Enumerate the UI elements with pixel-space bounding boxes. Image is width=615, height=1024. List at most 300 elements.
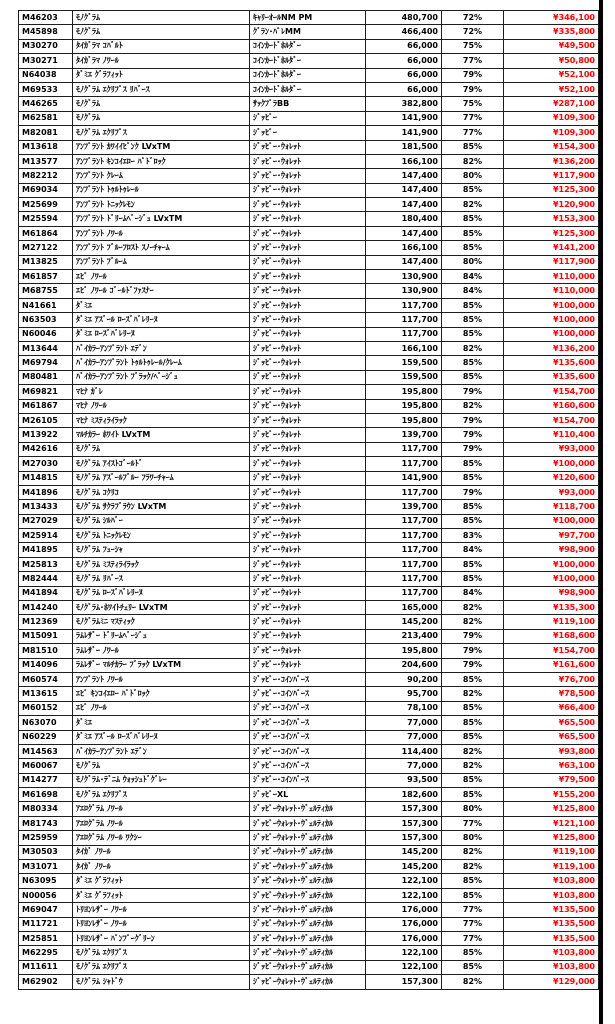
- retail-price-cell: 122,100: [366, 874, 442, 888]
- retail-price-cell: 95,700: [366, 687, 442, 701]
- product-code-cell: M68755: [19, 284, 73, 298]
- table-row: [19, 226, 599, 240]
- rate-cell: 85%: [442, 514, 504, 528]
- table-row: [19, 413, 599, 427]
- item-type-cell: ｼﾞｯﾋﾟｰXL: [250, 788, 366, 802]
- retail-price-cell: 130,900: [366, 284, 442, 298]
- buy-price-cell: ¥52,100: [504, 82, 599, 96]
- rate-cell: 84%: [442, 543, 504, 557]
- buy-price-cell: ¥335,800: [504, 25, 599, 39]
- rate-cell: 75%: [442, 39, 504, 53]
- model-name-cell: ﾏﾋﾅ ﾉﾜｰﾙ: [73, 399, 250, 413]
- table-row: [19, 284, 599, 298]
- product-code-cell: M69034: [19, 183, 73, 197]
- table-row: [19, 773, 599, 787]
- rate-cell: 82%: [442, 975, 504, 989]
- buy-price-cell: ¥135,300: [504, 601, 599, 615]
- product-code-cell: N00056: [19, 888, 73, 902]
- retail-price-cell: 176,000: [366, 917, 442, 931]
- model-name-cell: ｴﾋﾟ ｷﾝｺｲｴﾛｰ ﾊﾟﾄﾞﾛｯｸ: [73, 687, 250, 701]
- item-type-cell: ｷｬﾘｰｵｰﾙNM PM: [250, 11, 366, 25]
- model-name-cell: ﾀｲｶﾞﾗﾏ ﾉﾜｰﾙ: [73, 54, 250, 68]
- model-name-cell: ﾓﾉｸﾞﾗﾑ･ﾃﾞﾆﾑ ｳｫｯｼｭﾄﾞｸﾞﾚｰ: [73, 773, 250, 787]
- model-name-cell: ｱﾝﾌﾟﾗﾝﾄ ﾌﾞﾙｰﾌﾛｽﾄ ｽﾉｰﾁｬｰﾑ: [73, 241, 250, 255]
- retail-price-cell: 480,700: [366, 11, 442, 25]
- buy-price-cell: ¥93,000: [504, 485, 599, 499]
- table-row: [19, 471, 599, 485]
- rate-cell: 85%: [442, 773, 504, 787]
- retail-price-cell: 122,100: [366, 888, 442, 902]
- table-row: [19, 701, 599, 715]
- table-row: [19, 241, 599, 255]
- item-type-cell: ｼﾞｯﾋﾟｰ･ｳｫﾚｯﾄ: [250, 442, 366, 456]
- retail-price-cell: 166,100: [366, 241, 442, 255]
- rate-cell: 79%: [442, 82, 504, 96]
- model-name-cell: ｴﾋﾟ ﾉﾜｰﾙ: [73, 270, 250, 284]
- product-code-cell: M81743: [19, 816, 73, 830]
- item-type-cell: ｼﾞｯﾋﾟｰ･ｳｫﾚｯﾄ: [250, 183, 366, 197]
- item-type-cell: ｼﾞｯﾋﾟｰｳｫﾚｯﾄ･ｳﾞｪﾙﾃｨｶﾙ: [250, 874, 366, 888]
- item-type-cell: ｼﾞｯﾋﾟｰ･ｳｫﾚｯﾄ: [250, 198, 366, 212]
- retail-price-cell: 117,700: [366, 514, 442, 528]
- product-code-cell: M12369: [19, 615, 73, 629]
- buy-price-cell: ¥129,000: [504, 975, 599, 989]
- item-type-cell: ｺｲﾝｶｰﾄﾞﾎﾙﾀﾞｰ: [250, 82, 366, 96]
- rate-cell: 85%: [442, 716, 504, 730]
- rate-cell: 82%: [442, 860, 504, 874]
- buy-price-cell: ¥135,600: [504, 370, 599, 384]
- retail-price-cell: 145,200: [366, 860, 442, 874]
- rate-cell: 85%: [442, 500, 504, 514]
- table-row: [19, 356, 599, 370]
- model-name-cell: ﾄﾘﾖﾝﾚｻﾞｰ ﾉﾜｰﾙ: [73, 903, 250, 917]
- table-row: [19, 68, 599, 82]
- buy-price-cell: ¥154,700: [504, 413, 599, 427]
- buy-price-cell: ¥161,600: [504, 658, 599, 672]
- rate-cell: 79%: [442, 385, 504, 399]
- table-row: [19, 759, 599, 773]
- buy-price-cell: ¥52,100: [504, 68, 599, 82]
- buy-price-cell: ¥79,500: [504, 773, 599, 787]
- buy-price-cell: ¥110,000: [504, 270, 599, 284]
- retail-price-cell: 176,000: [366, 932, 442, 946]
- rate-cell: 85%: [442, 874, 504, 888]
- table-row: [19, 529, 599, 543]
- retail-price-cell: 117,700: [366, 543, 442, 557]
- table-row: [19, 601, 599, 615]
- rate-cell: 79%: [442, 442, 504, 456]
- model-name-cell: ｱﾝﾌﾟﾗﾝﾄ ｷﾝｺｲｴﾛｰ ﾊﾟﾄﾞﾛｯｸ: [73, 154, 250, 168]
- model-name-cell: ﾀﾞﾐｴ ｸﾞﾗﾌｨｯﾄ: [73, 874, 250, 888]
- buy-price-cell: ¥65,500: [504, 716, 599, 730]
- rate-cell: 82%: [442, 198, 504, 212]
- retail-price-cell: 139,700: [366, 428, 442, 442]
- retail-price-cell: 141,900: [366, 471, 442, 485]
- product-code-cell: M13644: [19, 341, 73, 355]
- buy-price-cell: ¥100,000: [504, 327, 599, 341]
- buy-price-cell: ¥119,100: [504, 845, 599, 859]
- price-table: [18, 10, 599, 990]
- table-row: [19, 140, 599, 154]
- rate-cell: 80%: [442, 255, 504, 269]
- table-row: [19, 730, 599, 744]
- product-code-cell: M13922: [19, 428, 73, 442]
- model-name-cell: ﾓﾉｸﾞﾗﾑﾐﾆ ﾏｽﾃｨｯｸ: [73, 615, 250, 629]
- rate-cell: 82%: [442, 687, 504, 701]
- retail-price-cell: 117,700: [366, 298, 442, 312]
- buy-price-cell: ¥141,200: [504, 241, 599, 255]
- table-row: [19, 111, 599, 125]
- product-code-cell: M61864: [19, 226, 73, 240]
- model-name-cell: ﾓﾉｸﾞﾗﾑ ｱｲｽﾄｺﾞｰﾙﾄﾞ: [73, 457, 250, 471]
- buy-price-cell: ¥117,900: [504, 255, 599, 269]
- retail-price-cell: 176,000: [366, 903, 442, 917]
- table-row: [19, 932, 599, 946]
- table-row: [19, 788, 599, 802]
- retail-price-cell: 466,400: [366, 25, 442, 39]
- table-row: [19, 917, 599, 931]
- item-type-cell: ｺｲﾝｶｰﾄﾞﾎﾙﾀﾞｰ: [250, 54, 366, 68]
- table-row: [19, 946, 599, 960]
- table-row: [19, 687, 599, 701]
- product-code-cell: M11721: [19, 917, 73, 931]
- model-name-cell: ﾊﾞｲｶﾗｰｱﾝﾌﾟﾗﾝﾄ ｴﾃﾞﾝ: [73, 341, 250, 355]
- buy-price-cell: ¥66,400: [504, 701, 599, 715]
- item-type-cell: ｼﾞｯﾋﾟｰｳｫﾚｯﾄ･ｳﾞｪﾙﾃｨｶﾙ: [250, 975, 366, 989]
- product-code-cell: M25959: [19, 831, 73, 845]
- retail-price-cell: 117,700: [366, 327, 442, 341]
- table-row: [19, 845, 599, 859]
- rate-cell: 79%: [442, 644, 504, 658]
- rate-cell: 79%: [442, 428, 504, 442]
- item-type-cell: ｼﾞｯﾋﾟｰ･ｳｫﾚｯﾄ: [250, 226, 366, 240]
- item-type-cell: ｼﾞｯﾋﾟｰ･ｳｫﾚｯﾄ: [250, 644, 366, 658]
- product-code-cell: M15091: [19, 629, 73, 643]
- rate-cell: 85%: [442, 960, 504, 974]
- model-name-cell: ｴﾋﾟ ﾉﾜｰﾙ ｺﾞｰﾙﾄﾞﾌｧｽﾅｰ: [73, 284, 250, 298]
- rate-cell: 82%: [442, 615, 504, 629]
- product-code-cell: N41661: [19, 298, 73, 312]
- rate-cell: 82%: [442, 154, 504, 168]
- model-name-cell: ﾏﾋﾅ ﾐｽﾃｨﾗｲﾗｯｸ: [73, 413, 250, 427]
- buy-price-cell: ¥125,800: [504, 831, 599, 845]
- buy-price-cell: ¥65,500: [504, 730, 599, 744]
- retail-price-cell: 166,100: [366, 154, 442, 168]
- table-row: [19, 975, 599, 989]
- buy-price-cell: ¥49,500: [504, 39, 599, 53]
- item-type-cell: ｼﾞｯﾋﾟｰ･ｳｫﾚｯﾄ: [250, 370, 366, 384]
- item-type-cell: ｼﾞｯﾋﾟｰ･ｳｫﾚｯﾄ: [250, 615, 366, 629]
- retail-price-cell: 122,100: [366, 960, 442, 974]
- rate-cell: 82%: [442, 744, 504, 758]
- buy-price-cell: ¥346,100: [504, 11, 599, 25]
- item-type-cell: ｼﾞｯﾋﾟｰ･ｳｫﾚｯﾄ: [250, 356, 366, 370]
- buy-price-cell: ¥119,100: [504, 860, 599, 874]
- product-code-cell: M25813: [19, 557, 73, 571]
- model-name-cell: ｱﾝﾌﾟﾗﾝﾄ ﾉﾜｰﾙ: [73, 226, 250, 240]
- retail-price-cell: 147,400: [366, 183, 442, 197]
- retail-price-cell: 117,700: [366, 586, 442, 600]
- model-name-cell: ﾓﾉｸﾞﾗﾑ ｴｸﾘﾌﾟｽ ﾘﾊﾞｰｽ: [73, 82, 250, 96]
- item-type-cell: ｼﾞｯﾋﾟｰ･ｳｫﾚｯﾄ: [250, 601, 366, 615]
- retail-price-cell: 130,900: [366, 270, 442, 284]
- buy-price-cell: ¥110,400: [504, 428, 599, 442]
- rate-cell: 80%: [442, 169, 504, 183]
- rate-cell: 84%: [442, 586, 504, 600]
- retail-price-cell: 195,800: [366, 399, 442, 413]
- retail-price-cell: 157,300: [366, 975, 442, 989]
- table-row: [19, 658, 599, 672]
- item-type-cell: ｼﾞｯﾋﾟｰ･ｺｲﾝﾊﾟｰｽ: [250, 759, 366, 773]
- rate-cell: 85%: [442, 946, 504, 960]
- model-name-cell: ﾓﾉｸﾞﾗﾑ ｺｸﾘｺ: [73, 485, 250, 499]
- buy-price-cell: ¥100,000: [504, 457, 599, 471]
- item-type-cell: ｼﾞｯﾋﾟｰ･ｳｫﾚｯﾄ: [250, 658, 366, 672]
- table-row: [19, 716, 599, 730]
- table-row: [19, 802, 599, 816]
- table-row: [19, 183, 599, 197]
- item-type-cell: ｼﾞｯﾋﾟｰ･ｳｫﾚｯﾄ: [250, 154, 366, 168]
- item-type-cell: ｼﾞｯﾋﾟｰ･ｳｫﾚｯﾄ: [250, 399, 366, 413]
- product-code-cell: M14096: [19, 658, 73, 672]
- product-code-cell: N63503: [19, 313, 73, 327]
- model-name-cell: ﾓﾉｸﾞﾗﾑ ﾄﾆｯｸﾚﾓﾝ: [73, 529, 250, 543]
- product-code-cell: M60067: [19, 759, 73, 773]
- buy-price-cell: ¥135,500: [504, 903, 599, 917]
- product-code-cell: M14240: [19, 601, 73, 615]
- buy-price-cell: ¥93,000: [504, 442, 599, 456]
- product-code-cell: M13825: [19, 255, 73, 269]
- retail-price-cell: 147,400: [366, 169, 442, 183]
- table-row: [19, 385, 599, 399]
- right-border-bar: [599, 0, 603, 1024]
- retail-price-cell: 382,800: [366, 97, 442, 111]
- item-type-cell: ｼﾞｯﾋﾟｰｳｫﾚｯﾄ･ｳﾞｪﾙﾃｨｶﾙ: [250, 917, 366, 931]
- rate-cell: 82%: [442, 399, 504, 413]
- model-name-cell: ﾀｲｶﾞ ﾉﾜｰﾙ: [73, 845, 250, 859]
- model-name-cell: ﾓﾉｸﾞﾗﾑ ｴｸﾘﾌﾟｽ: [73, 946, 250, 960]
- model-name-cell: ﾓﾉｸﾞﾗﾑ: [73, 442, 250, 456]
- buy-price-cell: ¥287,100: [504, 97, 599, 111]
- model-name-cell: ｱｴﾛｸﾞﾗﾑ ﾉﾜｰﾙ: [73, 802, 250, 816]
- model-name-cell: ﾀﾞﾐｴ ｱｽﾞｰﾙ ﾛｰｽﾞﾊﾞﾚﾘｰﾇ: [73, 313, 250, 327]
- rate-cell: 85%: [442, 370, 504, 384]
- model-name-cell: ﾊﾞｲｶﾗｰｱﾝﾌﾟﾗﾝﾄ ﾄｩﾙﾄｩﾚｰﾙ/ｸﾚｰﾑ: [73, 356, 250, 370]
- buy-price-cell: ¥63,100: [504, 759, 599, 773]
- model-name-cell: ﾄﾘﾖﾝﾚｻﾞｰ ﾉﾜｰﾙ: [73, 917, 250, 931]
- retail-price-cell: 145,200: [366, 615, 442, 629]
- price-table-body: [19, 11, 599, 990]
- model-name-cell: ｱﾝﾌﾟﾗﾝﾄ ﾄｩﾙﾄｩﾚｰﾙ: [73, 183, 250, 197]
- buy-price-cell: ¥121,100: [504, 816, 599, 830]
- retail-price-cell: 122,100: [366, 946, 442, 960]
- retail-price-cell: 77,000: [366, 716, 442, 730]
- product-code-cell: M46203: [19, 11, 73, 25]
- product-code-cell: M69533: [19, 82, 73, 96]
- model-name-cell: ﾓﾉｸﾞﾗﾑ ｼｬﾄﾞｳ: [73, 975, 250, 989]
- table-row: [19, 54, 599, 68]
- rate-cell: 85%: [442, 572, 504, 586]
- buy-price-cell: ¥154,300: [504, 140, 599, 154]
- retail-price-cell: 66,000: [366, 54, 442, 68]
- table-row: [19, 298, 599, 312]
- retail-price-cell: 181,500: [366, 140, 442, 154]
- product-code-cell: M69047: [19, 903, 73, 917]
- table-row: [19, 888, 599, 902]
- table-row: [19, 154, 599, 168]
- table-row: [19, 126, 599, 140]
- buy-price-cell: ¥97,700: [504, 529, 599, 543]
- retail-price-cell: 147,400: [366, 198, 442, 212]
- retail-price-cell: 77,000: [366, 759, 442, 773]
- retail-price-cell: 166,100: [366, 341, 442, 355]
- buy-price-cell: ¥120,600: [504, 471, 599, 485]
- table-row: [19, 442, 599, 456]
- table-row: [19, 831, 599, 845]
- item-type-cell: ｼﾞｯﾋﾟｰ･ｳｫﾚｯﾄ: [250, 572, 366, 586]
- table-row: [19, 586, 599, 600]
- retail-price-cell: 139,700: [366, 500, 442, 514]
- buy-price-cell: ¥155,200: [504, 788, 599, 802]
- product-code-cell: M60152: [19, 701, 73, 715]
- table-row: [19, 543, 599, 557]
- product-code-cell: M82081: [19, 126, 73, 140]
- product-code-cell: M27030: [19, 457, 73, 471]
- product-code-cell: M46265: [19, 97, 73, 111]
- product-code-cell: N63070: [19, 716, 73, 730]
- model-name-cell: ﾓﾉｸﾞﾗﾑ ｻｸﾗﾌﾞﾗｳﾝ LVxTM: [73, 500, 250, 514]
- rate-cell: 82%: [442, 341, 504, 355]
- retail-price-cell: 145,200: [366, 845, 442, 859]
- rate-cell: 85%: [442, 557, 504, 571]
- item-type-cell: ｼﾞｯﾋﾟｰ･ｳｫﾚｯﾄ: [250, 514, 366, 528]
- item-type-cell: ｼﾞｯﾋﾟｰ･ｳｫﾚｯﾄ: [250, 140, 366, 154]
- product-code-cell: M13433: [19, 500, 73, 514]
- model-name-cell: ﾗﾑﾚｻﾞｰ ﾏﾙﾁｶﾗｰ ﾌﾞﾗｯｸ LVxTM: [73, 658, 250, 672]
- model-name-cell: ﾏﾙﾁｶﾗｰ ﾎﾜｲﾄ LVxTM: [73, 428, 250, 442]
- rate-cell: 79%: [442, 658, 504, 672]
- buy-price-cell: ¥154,700: [504, 644, 599, 658]
- table-row: [19, 39, 599, 53]
- table-row: [19, 816, 599, 830]
- item-type-cell: ｼﾞｯﾋﾟｰ･ｺｲﾝﾊﾟｰｽ: [250, 730, 366, 744]
- retail-price-cell: 117,700: [366, 313, 442, 327]
- table-row: [19, 82, 599, 96]
- table-row: [19, 860, 599, 874]
- item-type-cell: ｼﾞｯﾋﾟｰ･ｳｫﾚｯﾄ: [250, 255, 366, 269]
- item-type-cell: ｼﾞｯﾋﾟｰ･ｳｫﾚｯﾄ: [250, 284, 366, 298]
- product-code-cell: M31071: [19, 860, 73, 874]
- model-name-cell: ｱﾝﾌﾟﾗﾝﾄ ﾉﾜｰﾙ: [73, 672, 250, 686]
- item-type-cell: ｼﾞｯﾋﾟｰ･ｳｫﾚｯﾄ: [250, 385, 366, 399]
- rate-cell: 79%: [442, 629, 504, 643]
- table-row: [19, 341, 599, 355]
- rate-cell: 85%: [442, 226, 504, 240]
- buy-price-cell: ¥98,900: [504, 586, 599, 600]
- product-code-cell: M80334: [19, 802, 73, 816]
- item-type-cell: ｼﾞｯﾋﾟｰ･ｳｫﾚｯﾄ: [250, 241, 366, 255]
- table-row: [19, 500, 599, 514]
- product-code-cell: M69794: [19, 356, 73, 370]
- product-code-cell: M41894: [19, 586, 73, 600]
- product-code-cell: N60229: [19, 730, 73, 744]
- item-type-cell: ｼﾞｯﾋﾟｰ･ｳｫﾚｯﾄ: [250, 529, 366, 543]
- item-type-cell: ｼﾞｯﾋﾟｰｳｫﾚｯﾄ･ｳﾞｪﾙﾃｨｶﾙ: [250, 932, 366, 946]
- product-code-cell: M80481: [19, 370, 73, 384]
- item-type-cell: ｼﾞｯﾋﾟｰ･ｳｫﾚｯﾄ: [250, 500, 366, 514]
- table-row: [19, 629, 599, 643]
- retail-price-cell: 66,000: [366, 68, 442, 82]
- rate-cell: 77%: [442, 126, 504, 140]
- product-code-cell: M13577: [19, 154, 73, 168]
- rate-cell: 85%: [442, 356, 504, 370]
- item-type-cell: ｼﾞｯﾋﾟｰ･ｳｫﾚｯﾄ: [250, 586, 366, 600]
- table-row: [19, 457, 599, 471]
- product-code-cell: M14277: [19, 773, 73, 787]
- product-code-cell: M61857: [19, 270, 73, 284]
- buy-price-cell: ¥125,300: [504, 226, 599, 240]
- product-code-cell: N63095: [19, 874, 73, 888]
- model-name-cell: ﾓﾉｸﾞﾗﾑ ﾘﾊﾞｰｽ: [73, 572, 250, 586]
- product-code-cell: M62295: [19, 946, 73, 960]
- buy-price-cell: ¥153,300: [504, 212, 599, 226]
- product-code-cell: M26105: [19, 413, 73, 427]
- model-name-cell: ﾓﾉｸﾞﾗﾑ ﾐｽﾃｨﾗｲﾗｯｸ: [73, 557, 250, 571]
- table-row: [19, 644, 599, 658]
- item-type-cell: ｼﾞｯﾋﾟｰ･ｺｲﾝﾊﾟｰｽ: [250, 716, 366, 730]
- table-row: [19, 744, 599, 758]
- product-code-cell: M45898: [19, 25, 73, 39]
- rate-cell: 82%: [442, 845, 504, 859]
- retail-price-cell: 147,400: [366, 226, 442, 240]
- retail-price-cell: 159,500: [366, 356, 442, 370]
- item-type-cell: ｼﾞｯﾋﾟｰ･ｺｲﾝﾊﾟｰｽ: [250, 744, 366, 758]
- item-type-cell: ｼﾞｯﾋﾟｰｳｫﾚｯﾄ･ｳﾞｪﾙﾃｨｶﾙ: [250, 888, 366, 902]
- item-type-cell: ｼﾞｯﾋﾟｰ･ｳｫﾚｯﾄ: [250, 457, 366, 471]
- item-type-cell: ｼﾞｯﾋﾟｰ･ｳｫﾚｯﾄ: [250, 557, 366, 571]
- buy-price-cell: ¥125,800: [504, 802, 599, 816]
- model-name-cell: ﾓﾉｸﾞﾗﾑ: [73, 97, 250, 111]
- buy-price-cell: ¥136,200: [504, 154, 599, 168]
- rate-cell: 85%: [442, 140, 504, 154]
- retail-price-cell: 147,400: [366, 255, 442, 269]
- table-row: [19, 903, 599, 917]
- model-name-cell: ﾓﾉｸﾞﾗﾑ: [73, 759, 250, 773]
- item-type-cell: ｼﾞｯﾋﾟｰ･ｳｫﾚｯﾄ: [250, 629, 366, 643]
- model-name-cell: ﾀﾞﾐｴ: [73, 298, 250, 312]
- table-row: [19, 370, 599, 384]
- item-type-cell: ｼﾞｯﾋﾟｰ･ｳｫﾚｯﾄ: [250, 341, 366, 355]
- rate-cell: 85%: [442, 701, 504, 715]
- table-row: [19, 313, 599, 327]
- buy-price-cell: ¥125,300: [504, 183, 599, 197]
- retail-price-cell: 213,400: [366, 629, 442, 643]
- retail-price-cell: 157,300: [366, 802, 442, 816]
- rate-cell: 85%: [442, 313, 504, 327]
- buy-price-cell: ¥103,800: [504, 960, 599, 974]
- rate-cell: 85%: [442, 788, 504, 802]
- item-type-cell: ｼﾞｯﾋﾟｰ･ｳｫﾚｯﾄ: [250, 428, 366, 442]
- rate-cell: 83%: [442, 529, 504, 543]
- product-code-cell: M42616: [19, 442, 73, 456]
- buy-price-cell: ¥103,800: [504, 946, 599, 960]
- table-row: [19, 255, 599, 269]
- rate-cell: 77%: [442, 917, 504, 931]
- model-name-cell: ﾀﾞﾐｴ ﾛｰｽﾞﾊﾞﾚﾘｰﾇ: [73, 327, 250, 341]
- rate-cell: 85%: [442, 327, 504, 341]
- buy-price-cell: ¥135,500: [504, 917, 599, 931]
- rate-cell: 72%: [442, 11, 504, 25]
